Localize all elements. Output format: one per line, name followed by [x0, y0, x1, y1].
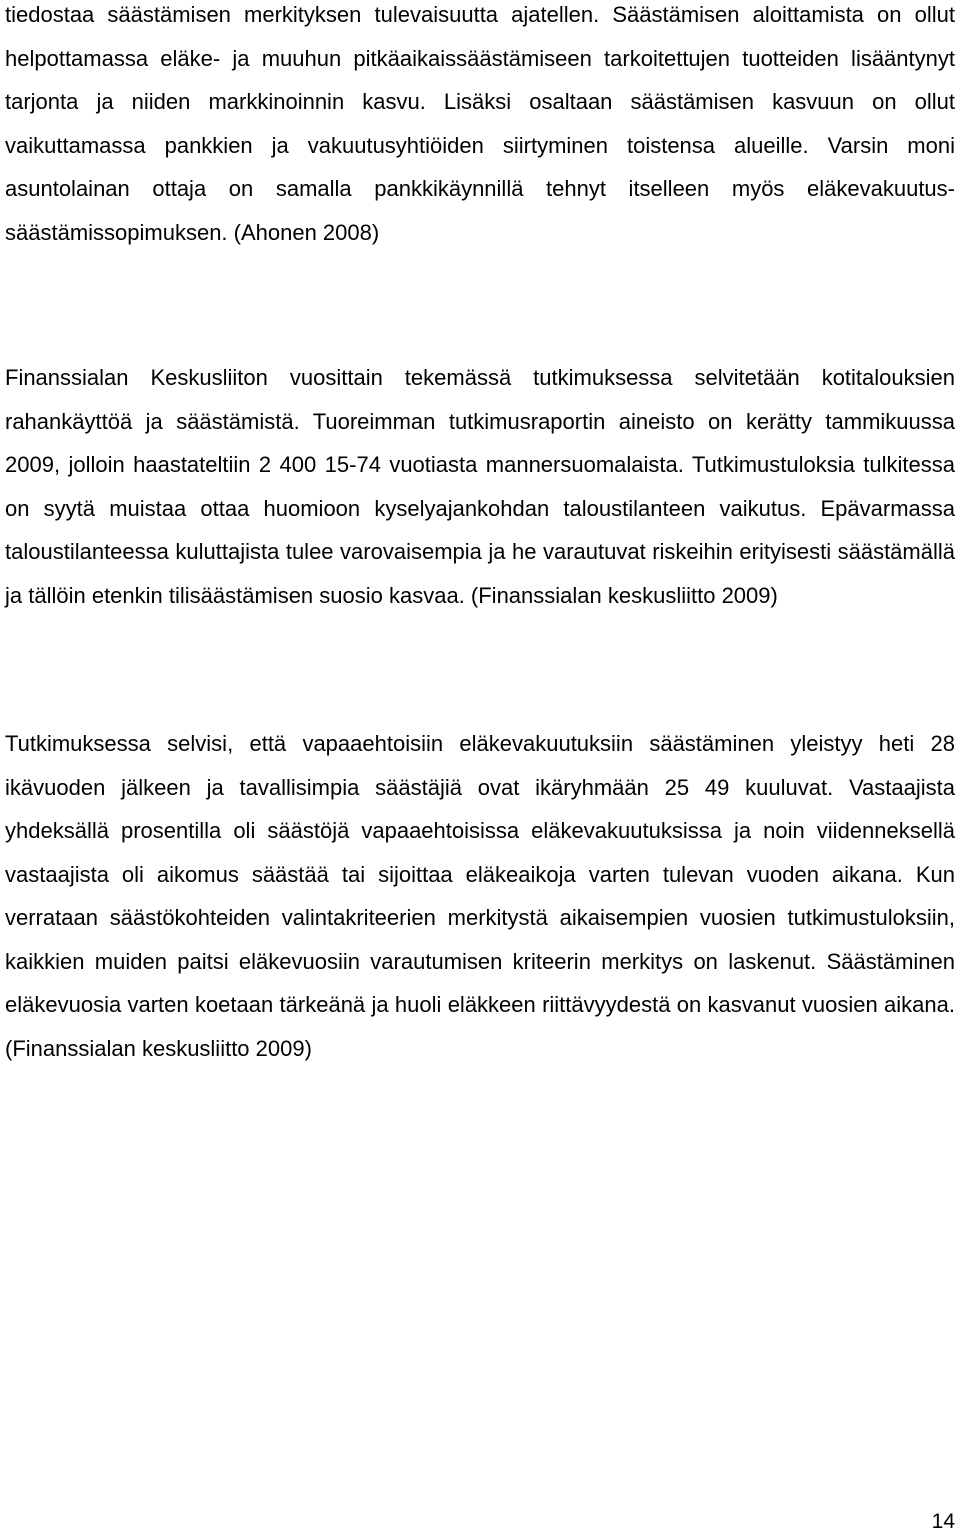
paragraph-2: Finanssialan Keskusliiton vuosittain tekemässä tutkimuksessa selvitetään kotitalouksien rahankäyttöä ja säästämistä. Tuoreimman tutkimusraportin aineisto on kerätty tammikuussa 2009, jolloin haastateltiin 2 400 15-74 vuotiasta mannersuomalaista. Tutkimustuloksia tulkitessa on syytä muistaa ottaa huomioon kyselyajankohdan taloustilanteen vaikutus. Epävarmassa taloustilanteessa kuluttajista tulee varovaisempia ja he varautuvat riskeihin erityisesti säästämällä ja tällöin etenkin tilisäästämisen suosio kasvaa. (Finanssialan keskusliitto 2009) — [5, 365, 955, 608]
paragraph-3: Tutkimuksessa selvisi, että vapaaehtoisiin eläkevakuutuksiin säästäminen yleistyy heti 28 ikävuoden jälkeen ja tavallisimpia säästäjiä ovat ikäryhmään 25 49 kuuluvat. Vastaajista yhdeksällä prosentilla oli säästöjä vapaaehtoisissa eläkevakuutuksissa ja noin viidenneksellä vastaajista oli aikomus säästää tai sijoittaa eläkeaikoja varten tulevan vuoden aikana. Kun verrataan säästökohteiden valintakriteerien merkitystä aikaisempien vuosien tutkimustuloksiin, kaikkien muiden paitsi eläkevuosiin varautumisen kriteerin merkitys on laskenut. Säästäminen eläkevuosia varten koetaan tärkeänä ja huoli eläkkeen riittävyydestä on kasvanut vuosien aikana. (Finanssialan keskusliitto 2009) — [5, 731, 955, 1061]
paragraph-1: tiedostaa säästämisen merkityksen tulevaisuutta ajatellen. Säästämisen aloittamista on ollut helpottamassa eläke- ja muuhun pitkäaikaissäästämiseen tarkoitettujen tuotteiden lisääntynyt tarjonta ja niiden markkinoinnin kasvu. Lisäksi osaltaan säästämisen kasvuun on ollut vaikuttamassa pankkien ja vakuutusyhtiöiden siirtyminen toistensa alueille. Varsin moni asuntolainan ottaja on samalla pankkikäynnillä tehnyt itselleen myös eläkevakuutus-säästämissopimuksen. (Ahonen 2008) — [5, 2, 955, 245]
page-number: 14 — [931, 1510, 955, 1533]
